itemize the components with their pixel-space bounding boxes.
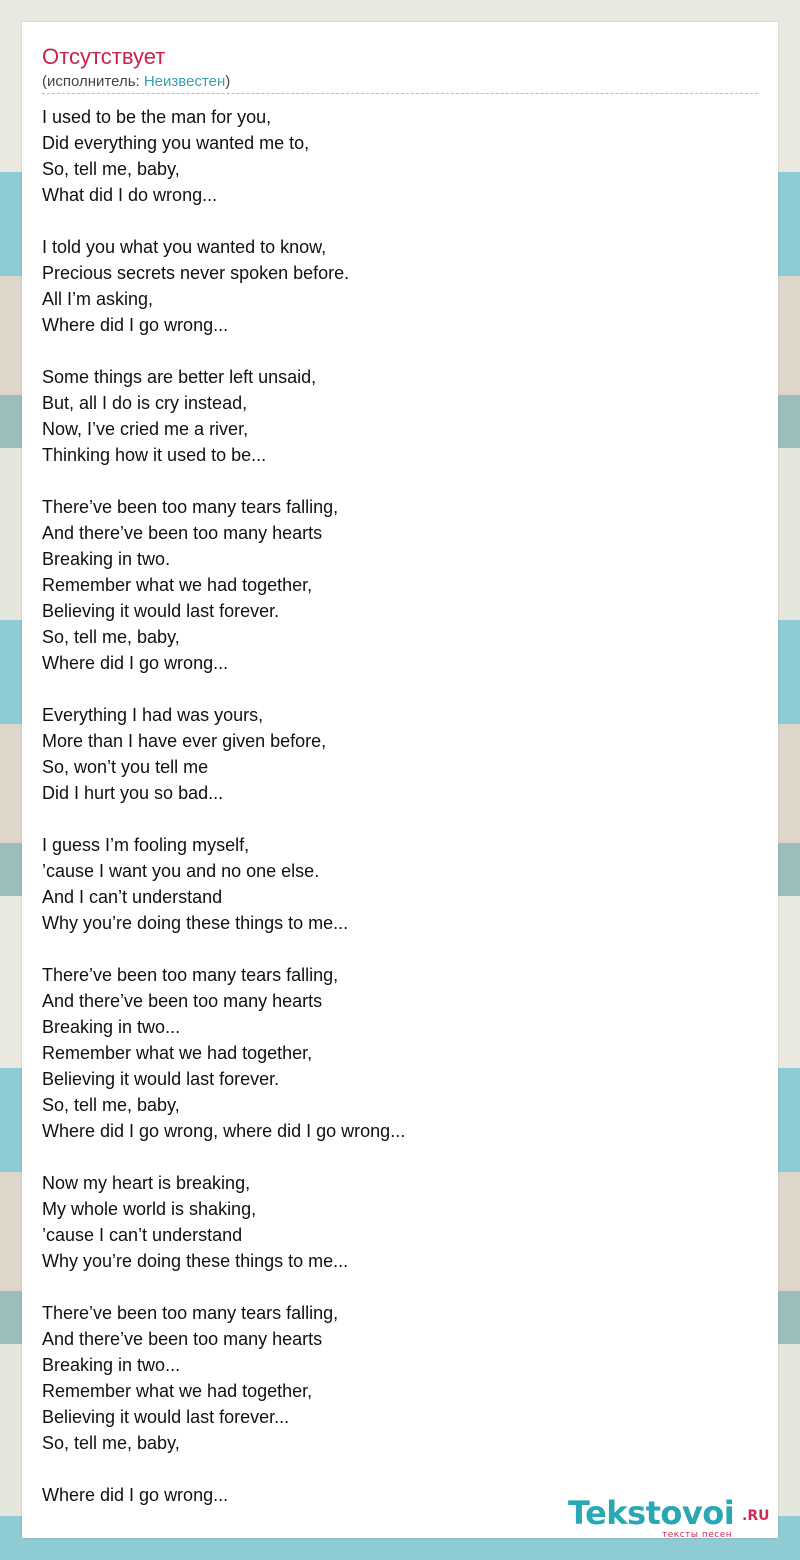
site-logo[interactable]	[568, 1494, 778, 1540]
lyrics-line: And there’ve been too many hearts	[42, 523, 323, 543]
lyrics-line: ’cause I can’t understand	[42, 1225, 243, 1245]
lyrics-blank-line	[42, 1456, 758, 1482]
lyrics-line: Where did I go wrong...	[42, 315, 229, 335]
lyrics-blank-line	[42, 338, 758, 364]
lyrics-line: Where did I go wrong...	[42, 1485, 229, 1505]
lyrics-line: Believing it would last forever.	[42, 601, 280, 621]
lyrics-line: Thinking how it used to be...	[42, 445, 267, 465]
lyrics-line: What did I do wrong...	[42, 185, 218, 205]
lyrics-line: Breaking in two...	[42, 1017, 181, 1037]
lyrics-blank-line	[42, 1144, 758, 1170]
lyrics-line: I told you what you wanted to know,	[42, 237, 327, 257]
song-title: Отсутствует	[42, 44, 166, 69]
lyrics-line: Remember what we had together,	[42, 575, 313, 595]
lyrics-line: Everything I had was yours,	[42, 705, 264, 725]
lyrics-line: ’cause I want you and no one else.	[42, 861, 320, 881]
lyrics-line: Believing it would last forever.	[42, 1069, 280, 1089]
lyrics-line: So, tell me, baby,	[42, 159, 180, 179]
artist-link[interactable]: Неизвестен	[143, 73, 226, 90]
lyrics-line: Some things are better left unsaid,	[42, 367, 317, 387]
lyrics-line: Believing it would last forever...	[42, 1407, 290, 1427]
lyrics-line: I guess I’m fooling myself,	[42, 835, 250, 855]
lyrics-blank-line	[42, 676, 758, 702]
lyrics-line: And there’ve been too many hearts	[42, 1329, 323, 1349]
logo-wordmark: Tekstovoi	[568, 1494, 735, 1532]
lyrics-line: There’ve been too many tears falling,	[42, 497, 339, 517]
lyrics-line: All I’m asking,	[42, 289, 154, 309]
lyrics-line: There’ve been too many tears falling,	[42, 1303, 339, 1323]
lyrics-line: Why you’re doing these things to me...	[42, 1251, 349, 1271]
lyrics-line: Precious secrets never spoken before.	[42, 263, 350, 283]
lyrics-line: I used to be the man for you,	[42, 107, 272, 127]
lyrics-line: Remember what we had together,	[42, 1043, 313, 1063]
lyrics-line: And there’ve been too many hearts	[42, 991, 323, 1011]
logo-domain: .RU	[742, 1508, 770, 1524]
logo-tagline: тексты песен	[662, 1530, 733, 1540]
lyrics-line: So, tell me, baby,	[42, 1433, 180, 1453]
lyrics-line: Now my heart is breaking,	[42, 1173, 251, 1193]
lyrics-line: Where did I go wrong...	[42, 653, 229, 673]
lyrics-blank-line	[42, 1274, 758, 1300]
lyrics-line: More than I have ever given before,	[42, 731, 327, 751]
artist-line	[42, 73, 758, 94]
lyrics-line: Breaking in two...	[42, 1355, 181, 1375]
lyrics-line: So, tell me, baby,	[42, 627, 180, 647]
lyrics-blank-line	[42, 208, 758, 234]
lyrics-line: Where did I go wrong, where did I go wrong...	[42, 1121, 406, 1141]
lyrics-line: Remember what we had together,	[42, 1381, 313, 1401]
lyrics-line: My whole world is shaking,	[42, 1199, 257, 1219]
lyrics-line: But, all I do is cry instead,	[42, 393, 248, 413]
lyrics-card	[22, 22, 778, 1538]
lyrics-line: Breaking in two.	[42, 549, 171, 569]
artist-prefix: (исполнитель:	[42, 73, 144, 90]
lyrics-line: Did I hurt you so bad...	[42, 783, 224, 803]
lyrics-line: Did everything you wanted me to,	[42, 133, 310, 153]
lyrics-blank-line	[42, 936, 758, 962]
lyrics-line: And I can’t understand	[42, 887, 223, 907]
lyrics-line: Now, I’ve cried me a river,	[42, 419, 249, 439]
artist-suffix: )	[225, 73, 231, 90]
lyrics-text	[42, 104, 758, 1508]
lyrics-blank-line	[42, 468, 758, 494]
lyrics-line: So, tell me, baby,	[42, 1095, 180, 1115]
lyrics-line: There’ve been too many tears falling,	[42, 965, 339, 985]
lyrics-line: Why you’re doing these things to me...	[42, 913, 349, 933]
lyrics-line: So, won’t you tell me	[42, 757, 209, 777]
lyrics-blank-line	[42, 806, 758, 832]
